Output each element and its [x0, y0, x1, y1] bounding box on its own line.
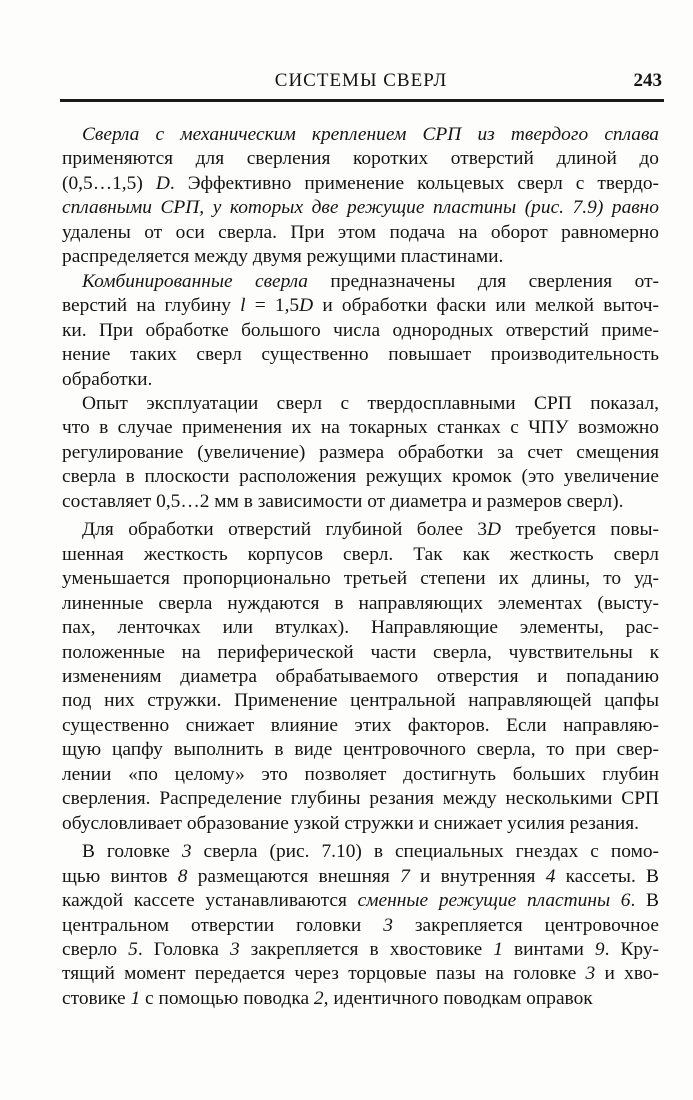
page-number: 243 [633, 70, 662, 91]
text-line: существенно снижает влияние этих факторов. Если направляю- [62, 714, 659, 736]
running-title: СИСТЕМЫ СВЕРЛ [274, 70, 448, 91]
text-line: шенная жесткость корпусов сверл. Так как жесткость сверл [62, 543, 659, 565]
text-line: Опыт эксплуатации сверл с твердосплавными СРП показал, [82, 392, 659, 414]
text-line: лении «по целому» это позволяет достигнуть больших глубин [62, 763, 659, 785]
text-line: центральном отверстии головки 3 закрепляется центровочное [62, 914, 659, 936]
paragraph [62, 392, 659, 514]
text-line: что в случае применения их на токарных станках с ЧПУ возможно [62, 417, 659, 439]
text-line: ки. При обработке большого числа однородных отверстий приме- [62, 319, 659, 341]
text-line: щую цапфу выполнить в виде центровочного сверла, то при свер- [62, 739, 659, 761]
text-line: нение таких сверл существенно повышает производительность [62, 344, 659, 366]
text-line: сверло 5. Головка 3 закрепляется в хвостовике 1 винтами 9. Кру- [62, 938, 660, 960]
text-line: изменениям диаметра обрабатываемого отверстия и попаданию [62, 665, 659, 687]
text-line: линенные сверла нуждаются в направляющих элементах (высту- [62, 592, 659, 614]
text-line: обусловливает образование узкой стружки и снижает усилия резания. [62, 812, 639, 834]
text-line: удалены от оси сверла. При этом подача на оборот равномерно [62, 221, 659, 243]
text-line: (0,5…1,5) D. Эффективно применение кольцевых сверл с твердо- [62, 172, 659, 194]
text-line: Сверла с механическим креплением СРП из твердого сплава [82, 124, 659, 145]
text-line: В головке 3 сверла (рис. 7.10) в специальных гнездах с помо- [82, 841, 659, 863]
text-line: Для обработки отверстий глубиной более 3D требуется повы- [82, 519, 659, 541]
paragraph [62, 270, 659, 392]
text-line: обработки. [62, 368, 153, 390]
paragraph [62, 518, 659, 836]
text-line: тящий момент передается через торцовые пазы на головке 3 и хво- [62, 963, 659, 985]
text-line: применяются для сверления коротких отверстий длиной до [62, 148, 659, 170]
text-line: сверла в плоскости расположения режущих кромок (это увеличение [62, 466, 659, 488]
text-line: Комбинированные сверла предназначены для сверления от- [82, 270, 659, 292]
text-line: распределяется между двумя режущими пластинами. [62, 246, 504, 268]
text-line: регулирование (увеличение) размера обработки за счет смещения [62, 441, 659, 463]
text-line: пах, ленточках или втулках). Направляющие элементы, рас- [62, 617, 659, 639]
running-head [60, 70, 662, 100]
body-text [62, 123, 659, 1011]
text-line: уменьшается пропорционально третьей степени их длины, то уд- [62, 568, 659, 590]
text-line: сверления. Распределение глубины резания между несколькими СРП [62, 788, 659, 810]
paragraph [62, 840, 659, 1011]
text-line: каждой кассете устанавливаются сменные режущие пластины 6. В [62, 890, 659, 912]
paragraph [62, 123, 659, 270]
text-line: щью винтов 8 размещаются внешняя 7 и внутренняя 4 кассеты. В [62, 865, 659, 887]
text-line: под них стружки. Применение центральной направляющей цапфы [62, 690, 659, 712]
text-line: сплавными СРП, у которых две режущие пластины (рис. 7.9) равно [62, 197, 659, 219]
text-line: положенные на периферической части сверла, чувствительны к [62, 641, 659, 663]
text-line: составляет 0,5…2 мм в зависимости от диаметра и размеров сверл). [62, 490, 624, 512]
text-line: верстий на глубину l = 1,5D и обработки фаски или мелкой выточ- [62, 295, 660, 317]
text-line: стовике 1 с помощью поводка 2, идентичного поводкам оправок [62, 987, 593, 1009]
header-rule [60, 99, 664, 102]
